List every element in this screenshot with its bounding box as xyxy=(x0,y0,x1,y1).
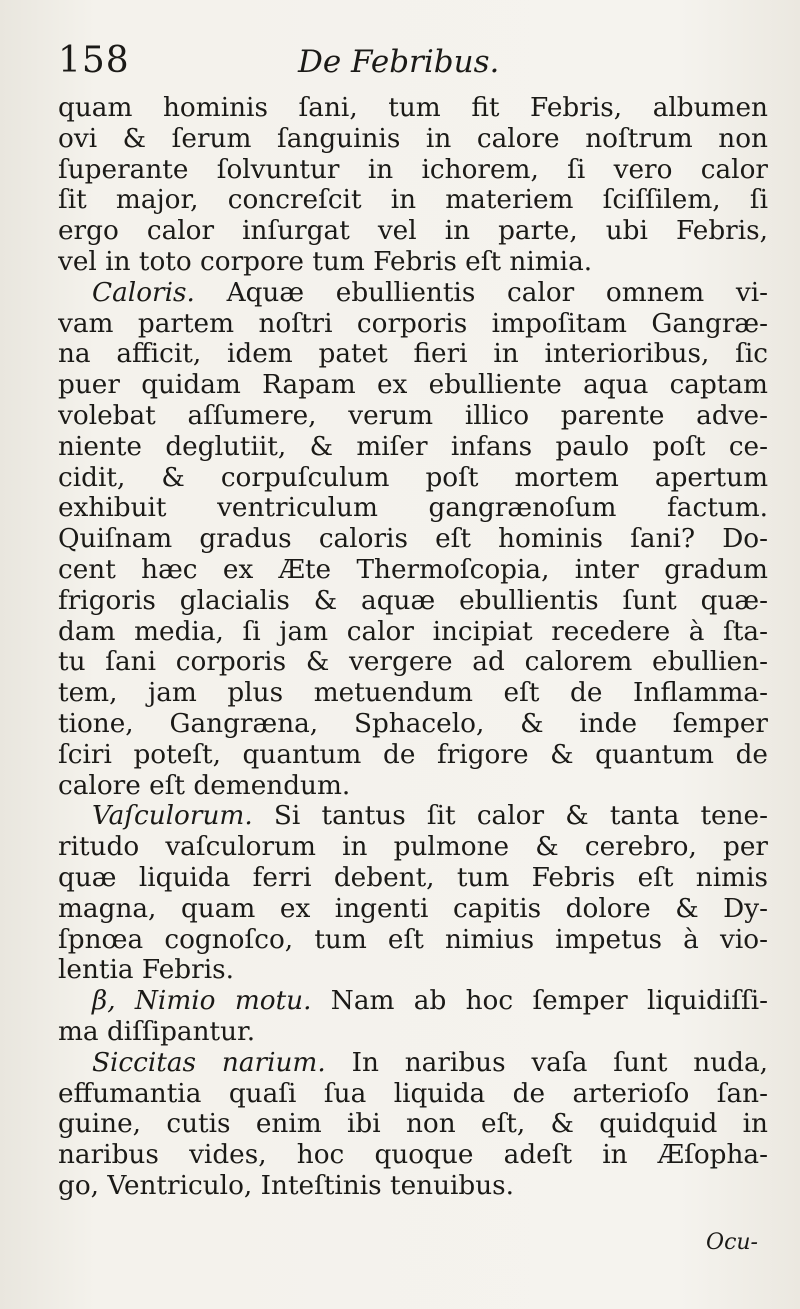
line-text: cent hæc ex Æte Thermoſcopia, inter gradum xyxy=(58,554,768,585)
line-text: ſuperante ſolvuntur in ichorem, ſi vero calor xyxy=(58,154,768,185)
line-text: guine, cutis enim ibi non eſt, & quidquid in xyxy=(58,1109,768,1140)
text-line xyxy=(58,955,768,986)
line-text: ſpnœa cognoſco, tum eſt nimius impetus à vio- xyxy=(58,924,768,955)
line-text: puer quidam Rapam ex ebulliente aqua captam xyxy=(58,370,768,401)
line-text: tione, Gangræna, Sphacelo, & inde ſemper xyxy=(58,708,768,739)
text-line xyxy=(58,93,768,124)
line-text: effumantia quaſi ſua liquida de arterioſo ſan- xyxy=(58,1078,768,1109)
line-text: In naribus vaſa ſunt nuda, xyxy=(325,1047,768,1078)
line-text: ritudo vaſculorum in pulmone & cerebro, per xyxy=(58,832,768,863)
line-text: dam media, ſi jam calor incipiat recedere à ſta- xyxy=(58,616,768,647)
line-text: magna, quam ex ingenti capitis dolore & Dy- xyxy=(58,893,768,924)
text-line xyxy=(58,216,768,247)
page-number: 158 xyxy=(58,40,130,81)
text-line xyxy=(58,555,768,586)
line-text: exhibuit ventriculum gangrænoſum factum. xyxy=(58,493,768,524)
line-text: ovi & ſerum ſanguinis in calore noſtrum non xyxy=(58,123,768,154)
line-text: vel in toto corpore tum Febris eſt nimia. xyxy=(58,246,593,277)
text-line xyxy=(58,801,768,832)
text-line xyxy=(58,647,768,678)
line-text: ſit major, concreſcit in materiem ſciſſilem, ſi xyxy=(58,185,768,216)
line-text: tu ſani corporis & vergere ad calorem ebullien- xyxy=(58,647,768,678)
text-line xyxy=(58,832,768,863)
page-header xyxy=(58,40,760,90)
line-text: go, Ventriculo, Inteſtinis tenuibus. xyxy=(58,1170,515,1201)
text-line xyxy=(58,863,768,894)
line-text: Nam ab hoc ſemper liquidiſſi- xyxy=(311,986,768,1017)
line-text: ſciri poteſt, quantum de frigore & quantum de xyxy=(58,739,768,770)
text-line xyxy=(58,1017,768,1048)
text-line xyxy=(58,524,768,555)
text-line xyxy=(58,617,768,648)
line-text: lentia Febris. xyxy=(58,955,234,986)
text-line xyxy=(58,986,768,1017)
line-text: ma diſſipantur. xyxy=(58,1016,256,1047)
line-text: volebat aſſumere, verum illico parente adve- xyxy=(58,400,768,431)
line-text: quam hominis ſani, tum fit Febris, albumen xyxy=(58,93,768,123)
text-line xyxy=(58,155,768,186)
line-text: na afficit, idem patet fieri in interioribus, ſic xyxy=(58,339,768,370)
text-line xyxy=(58,709,768,740)
text-line xyxy=(58,1109,768,1140)
text-line xyxy=(58,493,768,524)
text-line xyxy=(58,925,768,956)
text-line xyxy=(58,586,768,617)
text-line xyxy=(58,1079,768,1110)
text-line xyxy=(58,1048,768,1079)
line-text: frigoris glacialis & aquæ ebullientis ſunt quæ- xyxy=(58,585,768,616)
body-text xyxy=(58,93,768,1202)
text-line xyxy=(58,401,768,432)
line-text: Quiſnam gradus caloris eſt hominis ſani? Do- xyxy=(58,524,768,555)
text-line xyxy=(58,432,768,463)
line-text: quæ liquida ferri debent, tum Febris eſt nimis xyxy=(58,862,768,893)
text-line xyxy=(58,740,768,771)
text-line xyxy=(58,339,768,370)
catchword: Ocu- xyxy=(706,1230,758,1255)
line-text: Si tantus ſit calor & tanta tene- xyxy=(252,801,768,832)
text-line xyxy=(58,463,768,494)
paragraph-lead: Vaſculorum. xyxy=(92,801,253,832)
line-text: Aquæ ebullientis calor omnem vi- xyxy=(194,277,768,308)
line-text: niente deglutiit, & miſer infans paulo poſt ce- xyxy=(58,431,768,462)
text-line xyxy=(58,771,768,802)
text-line xyxy=(58,278,768,309)
line-text: calore eſt demendum. xyxy=(58,770,351,801)
text-line xyxy=(58,1140,768,1171)
line-text: tem, jam plus metuendum eſt de Inflamma- xyxy=(58,678,768,709)
line-text: vam partem noſtri corporis impoſitam Gangræ- xyxy=(58,308,768,339)
text-line xyxy=(58,124,768,155)
line-text: ergo calor inſurgat vel in parte, ubi Febris, xyxy=(58,216,768,247)
text-line xyxy=(58,185,768,216)
text-line xyxy=(58,894,768,925)
text-line xyxy=(58,678,768,709)
text-line xyxy=(58,309,768,340)
paragraph-lead: Caloris. xyxy=(92,277,195,308)
line-text: naribus vides, hoc quoque adeſt in Æſopha- xyxy=(58,1140,768,1171)
text-line xyxy=(58,247,768,278)
paragraph-lead: Siccitas narium. xyxy=(92,1047,326,1078)
text-line xyxy=(58,370,768,401)
running-title: De Febribus. xyxy=(298,44,500,80)
paragraph-lead: β, Nimio motu. xyxy=(92,986,312,1017)
line-text: cidit, & corpuſculum poſt mortem apertum xyxy=(58,462,768,493)
text-line xyxy=(58,1171,768,1202)
